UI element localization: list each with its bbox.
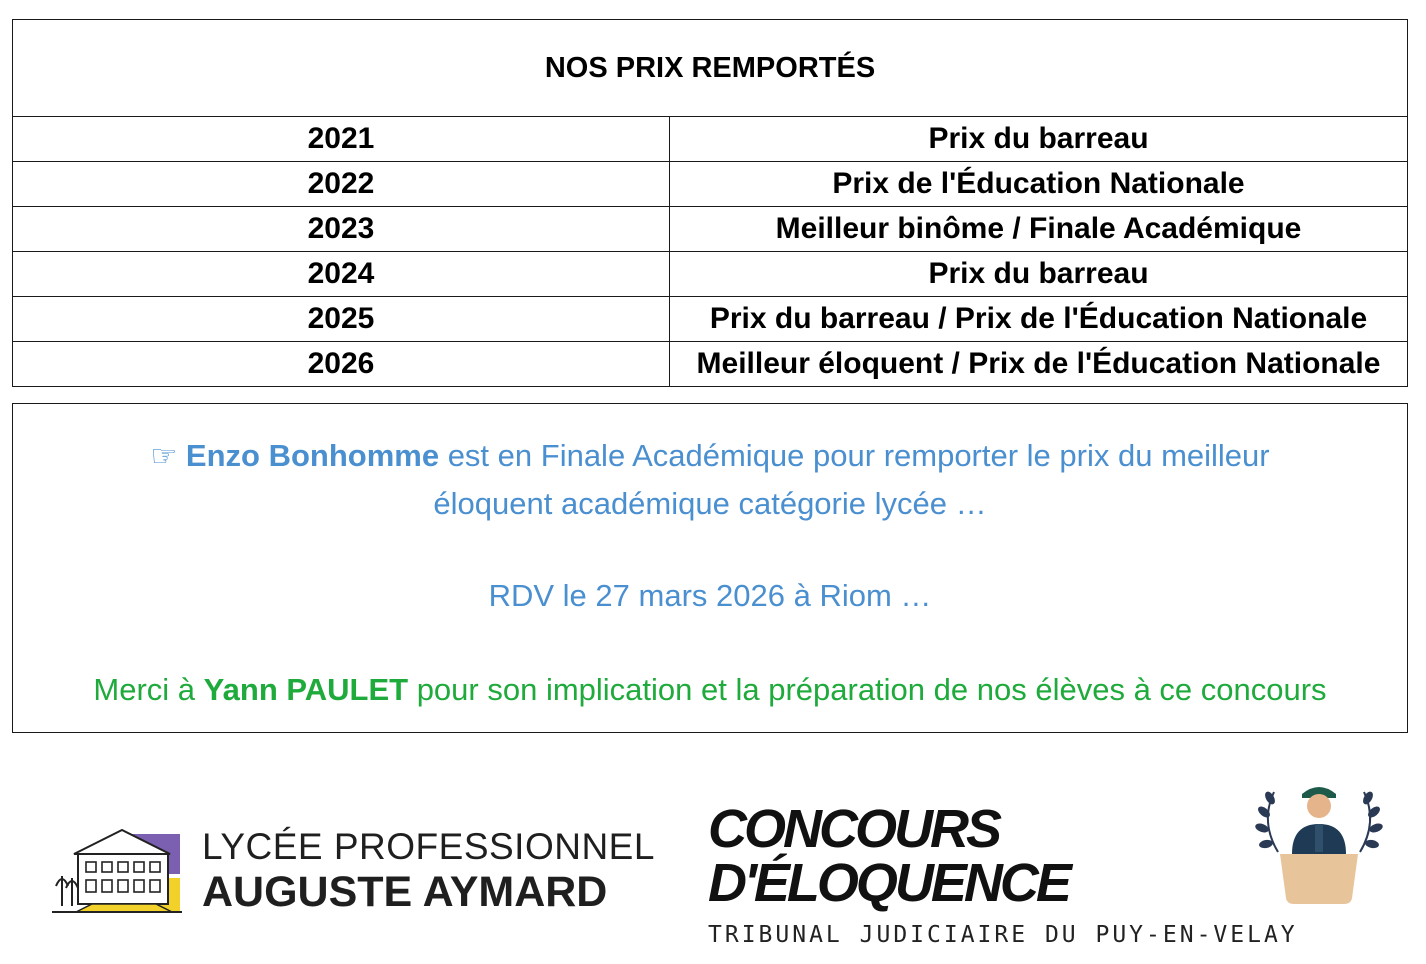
award-year: 2022 xyxy=(13,162,670,207)
award-prize: Meilleur binôme / Finale Académique xyxy=(670,207,1408,252)
announcement-continuation: éloquent académique catégorie lycée … xyxy=(433,486,987,521)
award-year: 2025 xyxy=(13,297,670,342)
awards-title: NOS PRIX REMPORTÉS xyxy=(13,20,1408,117)
rdv-text: RDV le 27 mars 2026 à Riom … xyxy=(488,578,932,613)
award-year: 2023 xyxy=(13,207,670,252)
table-row xyxy=(13,342,1408,387)
table-row xyxy=(13,207,1408,252)
lycee-name-line2: AUGUSTE AYMARD xyxy=(202,868,608,916)
teacher-name: Yann PAULET xyxy=(203,672,409,707)
award-prize: Prix du barreau xyxy=(670,117,1408,162)
table-row xyxy=(13,252,1408,297)
thanks-rest: pour son implication et la préparation de nos élèves à ce concours xyxy=(408,672,1327,707)
orator-laurel-logo-icon xyxy=(1252,778,1386,908)
award-year: 2021 xyxy=(13,117,670,162)
award-year: 2026 xyxy=(13,342,670,387)
announcement-text: est en Finale Académique pour remporter le prix du meilleur xyxy=(439,438,1270,473)
finalist-announcement xyxy=(13,432,1407,527)
award-prize: Prix du barreau xyxy=(670,252,1408,297)
thanks-prefix: Merci à xyxy=(93,672,204,707)
finalist-name: Enzo Bonhomme xyxy=(185,438,440,473)
award-prize: Prix du barreau / Prix de l'Éducation Nationale xyxy=(670,297,1408,342)
thanks-text xyxy=(13,666,1407,713)
table-row xyxy=(13,297,1408,342)
table-row xyxy=(13,162,1408,207)
tribunal-subtitle: TRIBUNAL JUDICIAIRE DU PUY-EN-VELAY xyxy=(708,922,1298,948)
award-prize: Meilleur éloquent / Prix de l'Éducation Nationale xyxy=(670,342,1408,387)
concours-title-line2: D'ÉLOQUENCE xyxy=(708,853,1069,913)
lycee-name-line1: LYCÉE PROFESSIONNEL xyxy=(202,826,655,867)
school-building-logo-icon xyxy=(52,826,182,914)
award-prize: Prix de l'Éducation Nationale xyxy=(670,162,1408,207)
awards-table xyxy=(12,19,1408,387)
table-row xyxy=(13,117,1408,162)
news-box xyxy=(12,403,1408,733)
award-year: 2024 xyxy=(13,252,670,297)
concours-title-line1: CONCOURS xyxy=(708,799,1000,859)
pointing-hand-icon: ☞ xyxy=(150,439,178,474)
